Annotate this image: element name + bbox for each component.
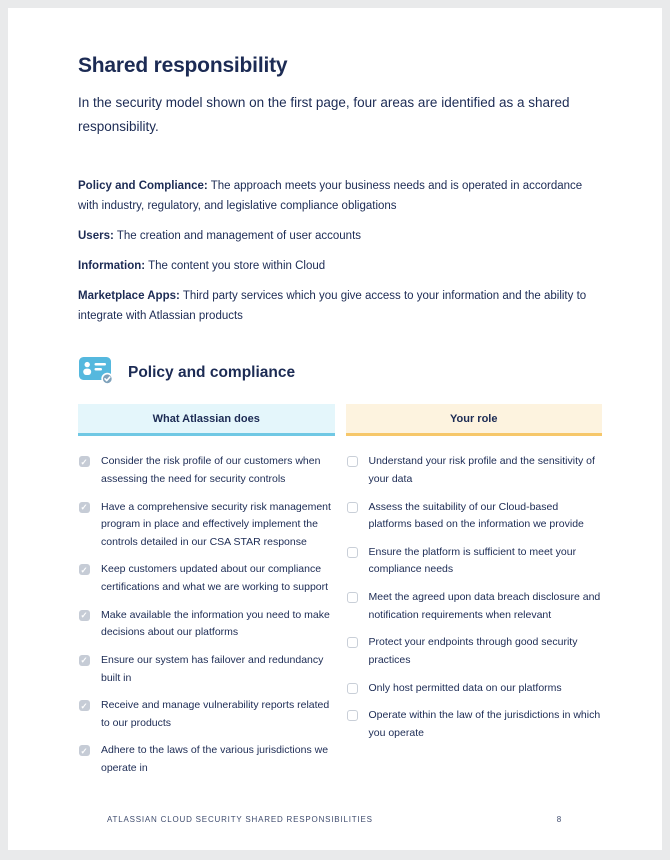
definition-item — [78, 226, 596, 246]
unchecked-checkbox-icon — [347, 502, 358, 513]
definitions-list — [78, 176, 602, 327]
column-header-your-role: Your role — [346, 404, 603, 436]
checklist-item — [78, 499, 335, 552]
column-your-role — [346, 404, 603, 787]
checklist-item — [346, 634, 603, 669]
checklist-item — [346, 453, 603, 488]
unchecked-checkbox-icon — [347, 547, 358, 558]
definition-item — [78, 286, 596, 326]
checklist-item-text: Ensure our system has failover and redundancy built in — [101, 653, 324, 684]
definition-item — [78, 176, 596, 216]
intro-paragraph: In the security model shown on the first page, four areas are identified as a shared responsibility. — [78, 95, 570, 135]
checked-checkbox-icon — [79, 745, 90, 756]
checklist-item-text: Receive and manage vulnerability reports related to our products — [101, 699, 330, 729]
definition-text: The creation and management of user accounts — [116, 229, 362, 242]
column-header-atlassian: What Atlassian does — [78, 404, 335, 436]
definition-term: Users: — [78, 229, 114, 242]
definition-term: Policy and Compliance: — [78, 179, 208, 192]
checklist-item-text: Ensure the platform is sufficient to meet your compliance needs — [368, 545, 577, 576]
page-title: Shared responsibility — [78, 54, 288, 77]
responsibility-table — [78, 404, 602, 787]
checklist-item-text: Consider the risk profile of our customers when assessing the need for security controls — [101, 455, 321, 485]
unchecked-checkbox-icon — [347, 710, 358, 721]
definition-text: The content you store within Cloud — [148, 259, 326, 272]
definition-text: Third party services which you give access to your information and the ability to integrate with Atlassian products — [78, 290, 587, 323]
your-role-checklist — [346, 436, 603, 742]
id-card-check-icon — [78, 355, 114, 390]
section-header — [78, 355, 602, 390]
checklist-item-text: Only host permitted data on our platforms — [368, 681, 562, 694]
checklist-item — [78, 697, 335, 732]
definition-item — [78, 256, 596, 276]
definition-text: The approach meets your business needs and is operated in accordance with industry, regulatory, and legislative compliance obligations — [78, 179, 583, 212]
checklist-item — [78, 652, 335, 687]
checklist-item-text: Assess the suitability of our Cloud-based platforms based on the information we provide — [368, 500, 584, 531]
checked-checkbox-icon — [79, 700, 90, 711]
unchecked-checkbox-icon — [347, 683, 358, 694]
checklist-item-text: Make available the information you need to make decisions about our platforms — [101, 608, 330, 639]
checklist-item — [78, 561, 335, 596]
checklist-item — [78, 453, 335, 488]
checked-checkbox-icon — [79, 456, 90, 467]
checklist-item — [78, 742, 335, 777]
checklist-item-text: Adhere to the laws of the various jurisdictions we operate in — [101, 744, 329, 775]
checklist-item-text: Operate within the law of the jurisdictions in which you operate — [368, 709, 601, 739]
document-page — [8, 8, 662, 850]
column-what-atlassian-does — [78, 404, 335, 787]
section-title: Policy and compliance — [128, 363, 296, 381]
atlassian-checklist — [78, 436, 335, 777]
checklist-item — [346, 680, 603, 698]
unchecked-checkbox-icon — [347, 592, 358, 603]
footer-page-number: 8 — [556, 815, 562, 824]
checklist-item — [346, 544, 603, 579]
definition-term: Information: — [78, 259, 146, 272]
definition-term: Marketplace Apps: — [78, 290, 180, 303]
checklist-item — [78, 607, 335, 642]
checklist-item-text: Keep customers updated about our compliance certifications and what we are working to support — [101, 563, 329, 594]
checked-checkbox-icon — [79, 610, 90, 621]
checked-checkbox-icon — [79, 564, 90, 575]
checklist-item-text: Have a comprehensive security risk management program in place and effectively implement the controls detailed in our CSA STAR response — [101, 500, 331, 548]
checked-checkbox-icon — [79, 655, 90, 666]
checklist-item-text: Meet the agreed upon data breach disclosure and notification requirements when relevant — [368, 591, 601, 621]
checklist-item-text: Understand your risk profile and the sensitivity of your data — [368, 455, 595, 485]
checklist-item-text: Protect your endpoints through good security practices — [368, 636, 578, 666]
checked-checkbox-icon — [79, 502, 90, 513]
page-footer — [107, 815, 562, 824]
checklist-item — [346, 707, 603, 742]
unchecked-checkbox-icon — [347, 456, 358, 467]
footer-document-title: ATLASSIAN CLOUD SECURITY SHARED RESPONSIBILITIES — [107, 815, 373, 824]
checklist-item — [346, 589, 603, 624]
unchecked-checkbox-icon — [347, 637, 358, 648]
checklist-item — [346, 499, 603, 534]
